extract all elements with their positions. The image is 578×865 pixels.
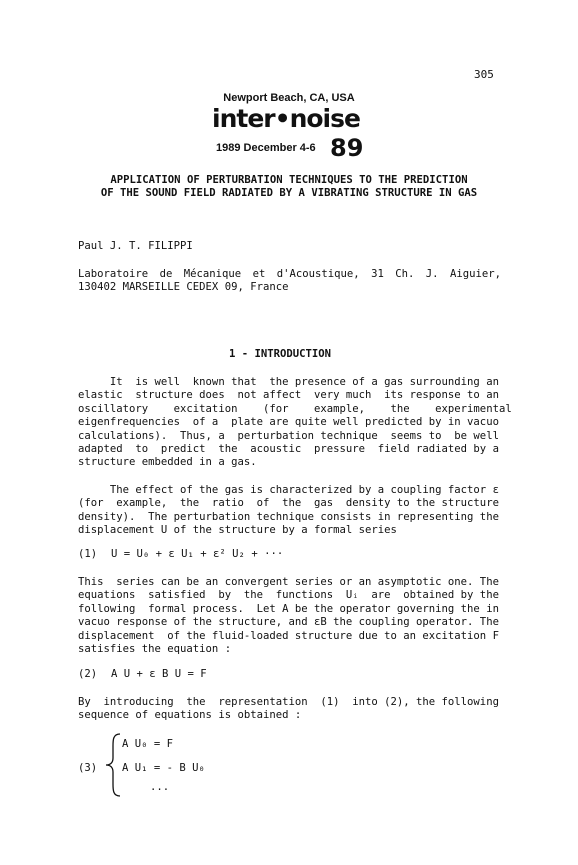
para1-line: adapted to predict the acoustic pressure field radiated by a — [78, 443, 499, 456]
conference-year-logo: 89 — [330, 134, 364, 162]
equation-3-label: (3) — [78, 762, 98, 774]
para2-line: The effect of the gas is characterized by a coupling factor ε — [78, 484, 499, 496]
paper-title-line-2: OF THE SOUND FIELD RADIATED BY A VIBRATING STRUCTURE IN GAS — [100, 187, 478, 199]
para1-line: eigenfrequencies of a plate are quite well predicted by in vacuo — [78, 416, 499, 429]
para3-line: vacuo response of the structure, and εB the coupling operator. The — [78, 616, 499, 629]
paragraph-2 — [78, 484, 501, 538]
paragraph-1 — [78, 376, 512, 470]
para1-line: It is well known that the presence of a gas surrounding an — [78, 376, 499, 388]
paragraph-3 — [78, 576, 501, 656]
para4-line: By introducing the representation (1) into (2), the following — [78, 696, 499, 708]
para3-line: equations satisfied by the functions Uᵢ are obtained by the — [78, 589, 499, 602]
conference-place: Newport Beach, CA, USA — [223, 92, 355, 104]
equation-1-label: (1) — [78, 548, 98, 560]
equation-2: A U + ε B U = F — [111, 668, 207, 680]
paragraph-4 — [78, 696, 501, 723]
paper-title-line-1: APPLICATION OF PERTURBATION TECHNIQUES TO THE PREDICTION — [110, 174, 468, 186]
para3-line: satisfies the equation : — [78, 643, 232, 656]
para1-line: structure embedded in a gas. — [78, 456, 257, 469]
equation-3-line-3: ... — [150, 781, 170, 793]
left-brace-icon — [104, 732, 122, 798]
affiliation — [78, 268, 501, 295]
para3-line: following formal process. Let A be the operator governing the in — [78, 602, 499, 615]
equation-3-line-1: A U₀ = F — [122, 738, 174, 750]
para2-line: density). The perturbation technique consists in representing the — [78, 510, 499, 523]
para4-line: sequence of equations is obtained : — [78, 709, 302, 722]
internoise-logo: inter•noise — [212, 104, 360, 133]
affiliation-line-1: Laboratoire de Mécanique et d'Acoustique, 31 Ch. J. Aiguier, — [78, 268, 501, 280]
equation-3-line-2: A U₁ = - B U₀ — [122, 762, 205, 774]
conference-dates: 1989 December 4-6 — [216, 142, 316, 154]
para2-line: displacement U of the structure by a formal series — [78, 524, 397, 537]
para3-line: This series can be an convergent series or an asymptotic one. The — [78, 576, 499, 588]
para1-line: oscillatory excitation (for example, the experimental — [78, 402, 512, 415]
para3-line: displacement of the fluid-loaded structure due to an excitation F — [78, 629, 499, 642]
para1-line: elastic structure does not affect very much its response to an — [78, 389, 499, 402]
equation-1: U = U₀ + ε U₁ + ε² U₂ + ··· — [111, 548, 284, 560]
page-number: 305 — [474, 68, 494, 81]
equation-2-label: (2) — [78, 668, 98, 680]
para2-line: (for example, the ratio of the gas density to the structure — [78, 497, 499, 510]
affiliation-line-2: 130402 MARSEILLE CEDEX 09, France — [78, 281, 289, 294]
author-name: Paul J. T. FILIPPI — [78, 240, 193, 252]
para1-line: calculations). Thus, a perturbation technique seems to be well — [78, 429, 499, 442]
section-heading: 1 - INTRODUCTION — [228, 348, 332, 360]
